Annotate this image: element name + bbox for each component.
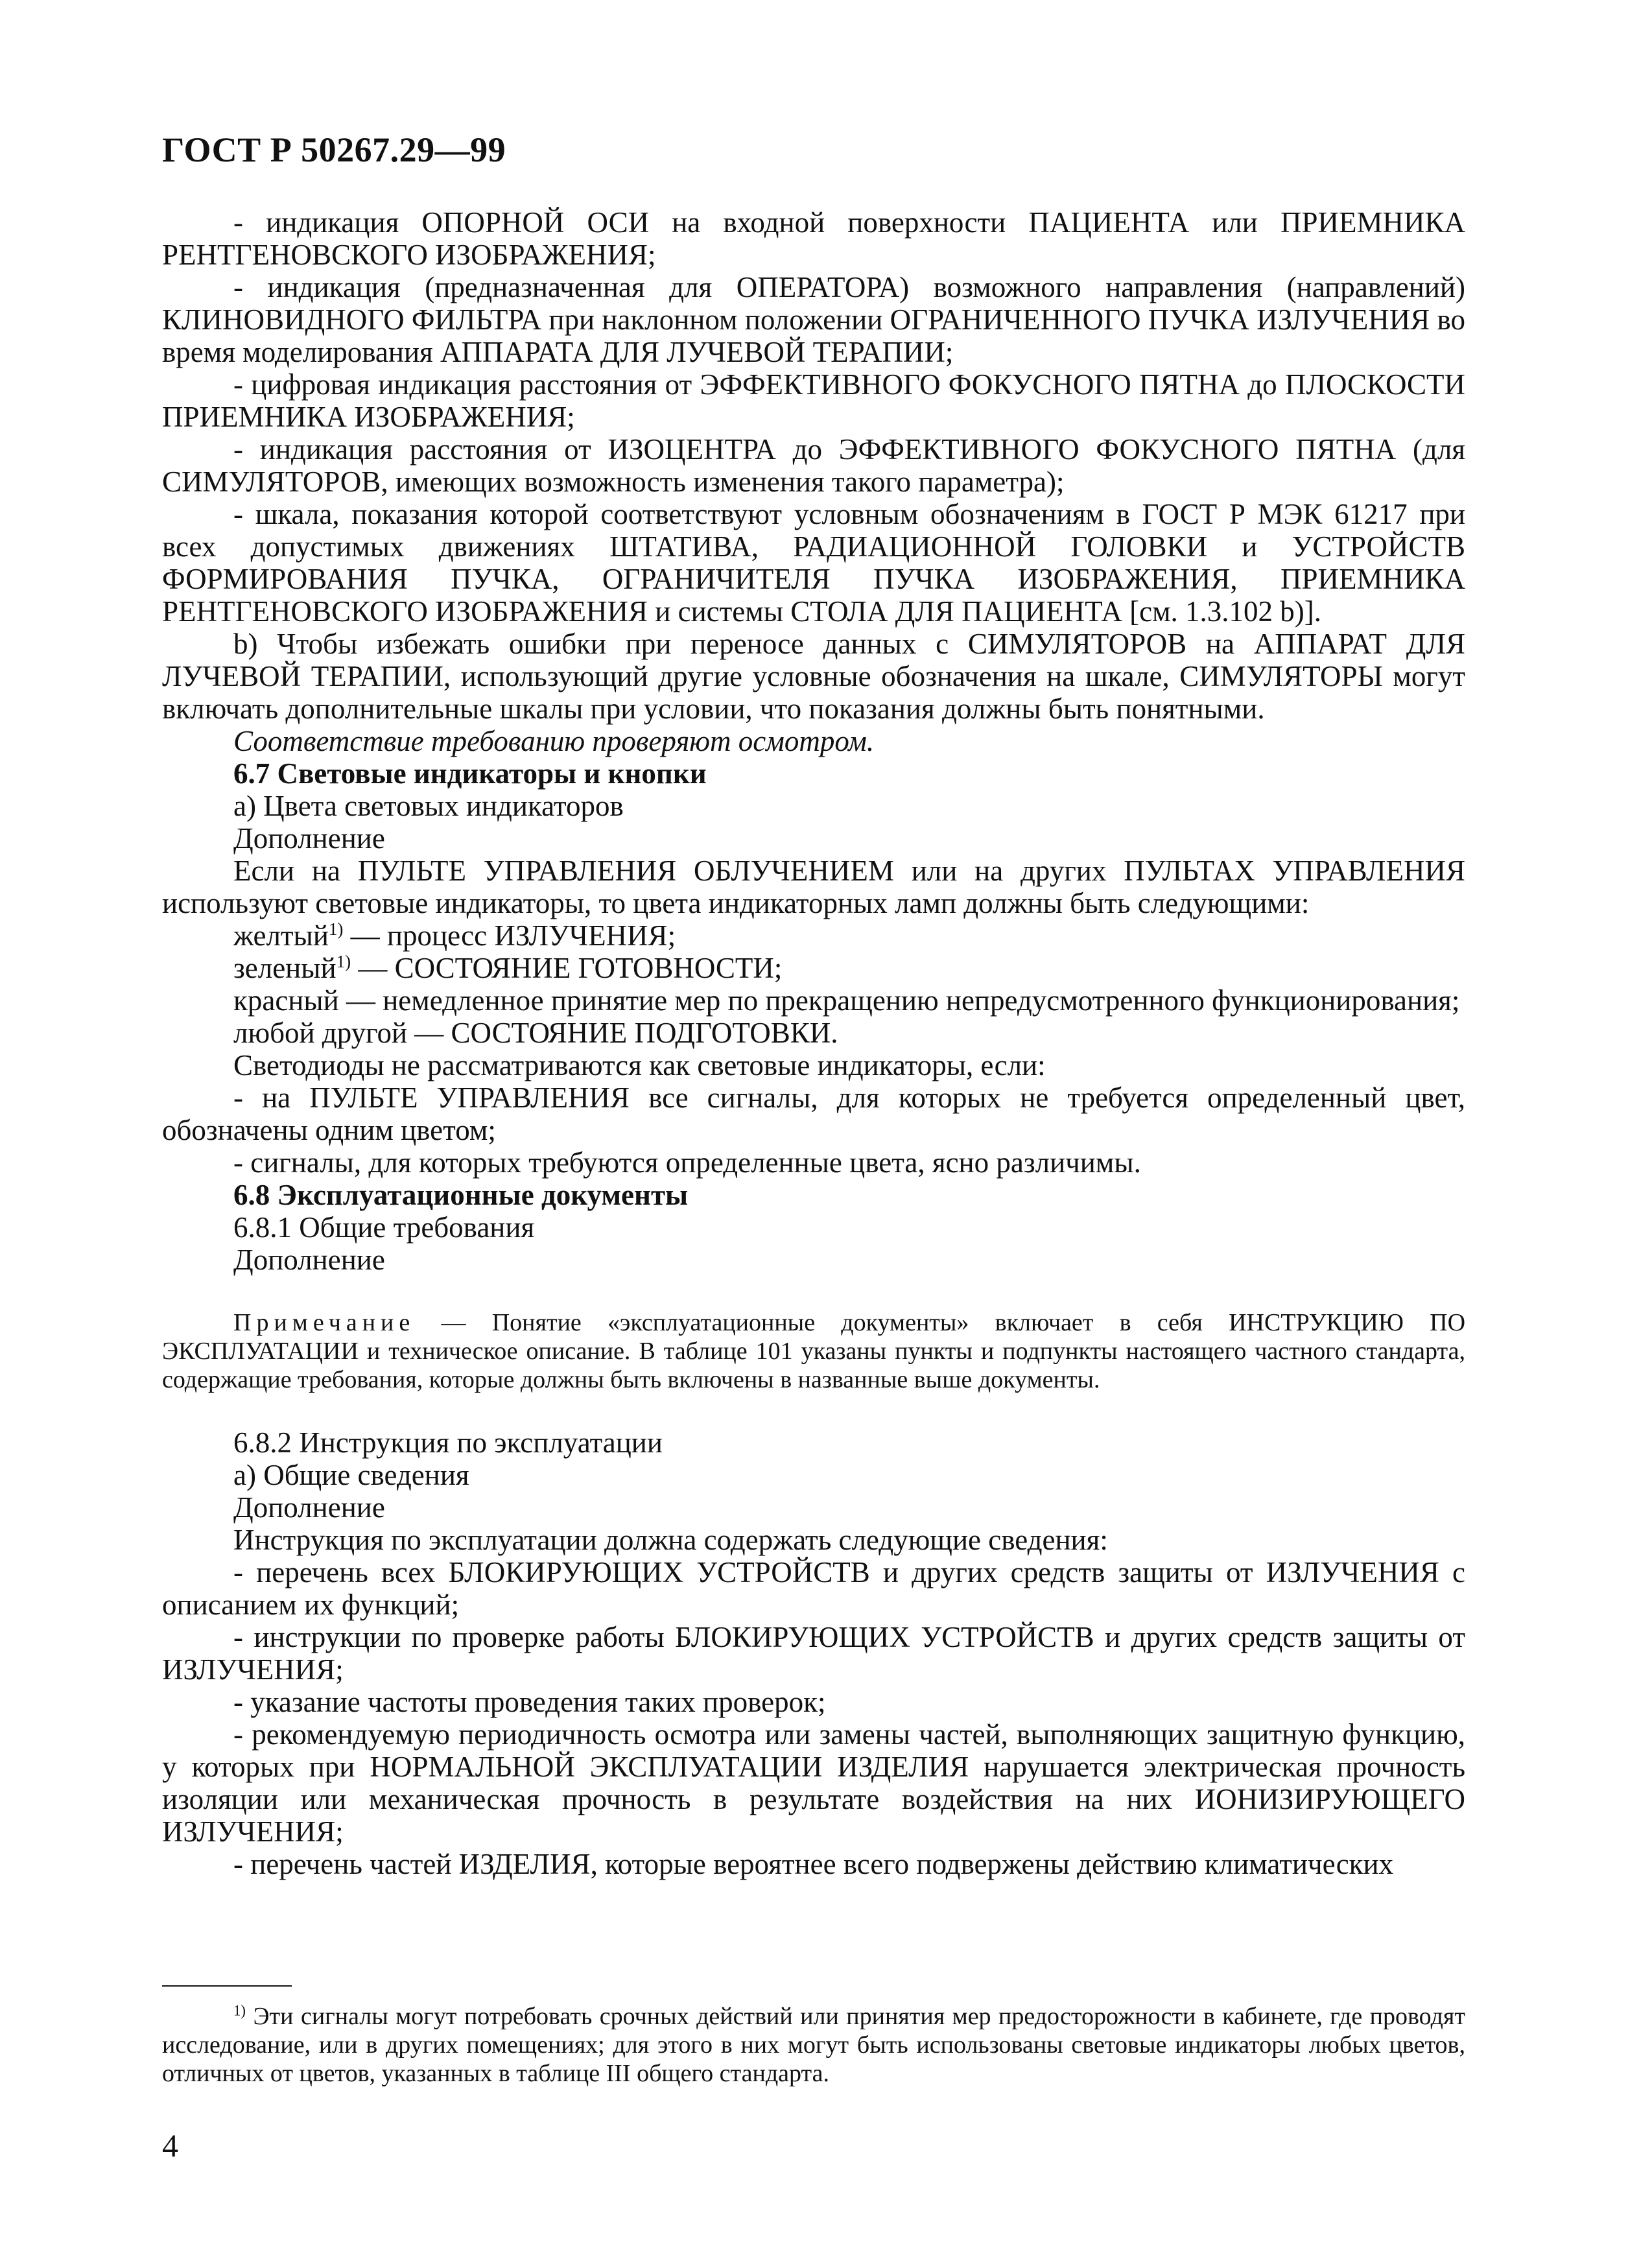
- color-term: зеленый: [233, 952, 336, 984]
- paragraph: - шкала, показания которой соответствуют условным обозначениям в ГОСТ Р МЭК 61217 при всех допустимых движениях ШТАТИВА, РАДИАЦИОННОЙ ГОЛОВКИ и УСТРОЙСТВ ФОРМИРОВАНИЯ ПУЧКА, ОГРАНИЧИТЕЛЯ ПУЧКА ИЗОБРАЖЕНИЯ, ПРИЕМНИКА РЕНТГЕНОВСКОГО ИЗОБРАЖЕНИЯ и системы СТОЛА ДЛЯ ПАЦИЕНТА [см. 1.3.102 b)].: [162, 498, 1465, 628]
- paragraph: - инструкции по проверке работы БЛОКИРУЮЩИХ УСТРОЙСТВ и других средств защиты от ИЗЛУЧЕНИЯ;: [162, 1621, 1465, 1686]
- paragraph: Инструкция по эксплуатации должна содержать следующие сведения:: [233, 1524, 1108, 1556]
- color-meaning: — СОСТОЯНИЕ ГОТОВНОСТИ;: [358, 952, 783, 984]
- paragraph: - сигналы, для которых требуются определенные цвета, ясно различимы.: [233, 1146, 1141, 1179]
- paragraph: Если на ПУЛЬТЕ УПРАВЛЕНИЯ ОБЛУЧЕНИЕМ или на других ПУЛЬТАХ УПРАВЛЕНИЯ используют световые индикаторы, то цвета индикаторных ламп должны быть следующими:: [162, 855, 1465, 919]
- paragraph: - индикация расстояния от ИЗОЦЕНТРА до ЭФФЕКТИВНОГО ФОКУСНОГО ПЯТНА (для СИМУЛЯТОРОВ, имеющих возможность изменения такого параметра);: [162, 433, 1465, 498]
- paragraph: Светодиоды не рассматриваются как световые индикаторы, если:: [233, 1049, 1046, 1081]
- page-body: [162, 206, 1465, 1880]
- paragraph: - перечень частей ИЗДЕЛИЯ, которые вероятнее всего подвержены действию климатических: [233, 1848, 1394, 1880]
- footnote-separator: [162, 1985, 292, 1987]
- compliance-statement: Соответствие требованию проверяют осмотром.: [233, 725, 875, 757]
- color-item-yellow: [162, 919, 1465, 952]
- subsection-label: а) Цвета световых индикаторов: [233, 790, 624, 822]
- subsection-label: а) Общие сведения: [233, 1459, 469, 1491]
- document-code-header: ГОСТ Р 50267.29—99: [162, 130, 506, 169]
- paragraph: - рекомендуемую периодичность осмотра или замены частей, выполняющих защитную функцию, у которых при НОРМАЛЬНОЙ ЭКСПЛУАТАЦИИ ИЗДЕЛИЯ нарушается электрическая прочность изоляции или механическая прочность в результате воздействия на них ИОНИЗИРУЮЩЕГО ИЗЛУЧЕНИЯ;: [162, 1718, 1465, 1848]
- footnote-text: Эти сигналы могут потребовать срочных действий или принятия мер предосторожности в кабинете, где проводят исследование, или в других помещениях; для этого в них могут быть использованы световые индикаторы любых цветов, отличных от цветов, указанных в таблице III общего стандарта.: [162, 2003, 1465, 2087]
- note-text: — Понятие «эксплуатационные документы» включает в себя ИНСТРУКЦИЮ ПО ЭКСПЛУАТАЦИИ и техническое описание. В таблице 101 указаны пункты и подпункты настоящего частного стандарта, содержащие требования, которые должны быть включены в названные выше документы.: [162, 1309, 1466, 1393]
- footnote: [162, 2002, 1465, 2088]
- footnote-ref: 1): [328, 919, 344, 939]
- addition-label: Дополнение: [233, 1244, 385, 1276]
- paragraph: - индикация (предназначенная для ОПЕРАТОРА) возможного направления (направлений) КЛИНОВИДНОГО ФИЛЬТРА при наклонном положении ОГРАНИЧЕННОГО ПУЧКА ИЗЛУЧЕНИЯ во время моделирования АППАРАТА ДЛЯ ЛУЧЕВОЙ ТЕРАПИИ;: [162, 271, 1465, 368]
- paragraph: - перечень всех БЛОКИРУЮЩИХ УСТРОЙСТВ и других средств защиты от ИЗЛУЧЕНИЯ с описанием их функций;: [162, 1556, 1465, 1621]
- footnote-mark: 1): [233, 2002, 246, 2019]
- footnote-ref: 1): [336, 952, 351, 971]
- color-term: желтый: [233, 919, 329, 952]
- paragraph: b) Чтобы избежать ошибки при переносе данных с СИМУЛЯТОРОВ на АППАРАТ ДЛЯ ЛУЧЕВОЙ ТЕРАПИИ, использующий другие условные обозначения на шкале, СИМУЛЯТОРЫ могут включать дополнительные шкалы при условии, что показания должны быть понятными.: [162, 628, 1465, 725]
- note: [162, 1308, 1465, 1394]
- paragraph: - цифровая индикация расстояния от ЭФФЕКТИВНОГО ФОКУСНОГО ПЯТНА до ПЛОСКОСТИ ПРИЕМНИКА ИЗОБРАЖЕНИЯ;: [162, 368, 1465, 433]
- paragraph: - индикация ОПОРНОЙ ОСИ на входной поверхности ПАЦИЕНТА или ПРИЕМНИКА РЕНТГЕНОВСКОГО ИЗОБРАЖЕНИЯ;: [162, 206, 1465, 271]
- color-meaning: — процесс ИЗЛУЧЕНИЯ;: [350, 919, 676, 952]
- subsection-label: 6.8.2 Инструкция по эксплуатации: [233, 1426, 663, 1459]
- paragraph: - указание частоты проведения таких проверок;: [233, 1686, 826, 1718]
- color-item-other: любой другой — СОСТОЯНИЕ ПОДГОТОВКИ.: [233, 1017, 838, 1049]
- addition-label: Дополнение: [233, 822, 385, 855]
- section-heading-6-7: 6.7 Световые индикаторы и кнопки: [233, 757, 707, 790]
- color-item-red: красный — немедленное принятие мер по прекращению непредусмотренного функционирования;: [233, 984, 1460, 1017]
- subsection-label: 6.8.1 Общие требования: [233, 1211, 535, 1244]
- section-heading-6-8: 6.8 Эксплуатационные документы: [233, 1179, 689, 1211]
- addition-label: Дополнение: [233, 1491, 385, 1524]
- note-label: Примечание: [233, 1309, 416, 1336]
- paragraph: - на ПУЛЬТЕ УПРАВЛЕНИЯ все сигналы, для которых не требуется определенный цвет, обозначены одним цветом;: [162, 1081, 1465, 1146]
- color-item-green: [162, 952, 1465, 984]
- page-number: 4: [162, 2127, 178, 2164]
